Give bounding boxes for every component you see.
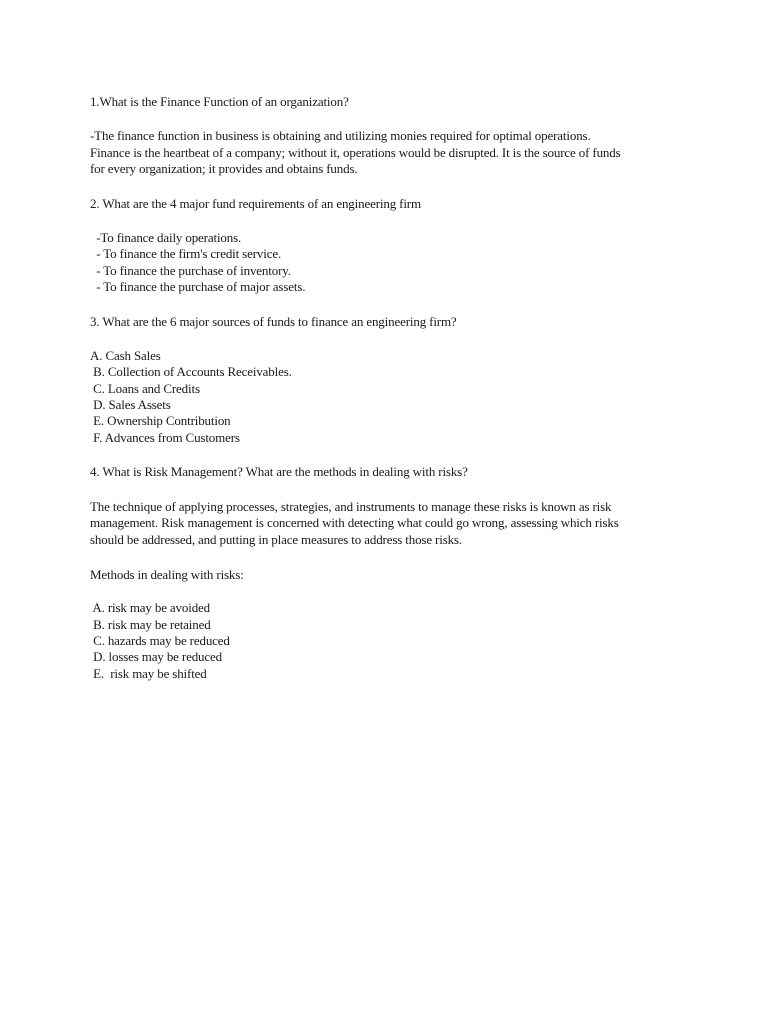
list-item: - To finance the purchase of inventory. — [90, 263, 291, 278]
answer-1-line-2: Finance is the heartbeat of a company; without it, operations would be disrupted. It is the source of funds — [90, 145, 621, 160]
answer-4-line-1: The technique of applying processes, strategies, and instruments to manage these risks is known as risk — [90, 499, 612, 514]
list-item: -To finance daily operations. — [90, 230, 242, 245]
question-3: 3. What are the 6 major sources of funds to finance an engineering firm? — [90, 314, 457, 329]
list-item: E. risk may be shifted — [90, 666, 207, 681]
question-1: 1.What is the Finance Function of an organization? — [90, 94, 349, 109]
list-item: B. risk may be retained — [90, 617, 211, 632]
answer-4-line-2: management. Risk management is concerned with detecting what could go wrong, assessing which risks — [90, 515, 619, 530]
answer-1-line-1: -The finance function in business is obtaining and utilizing monies required for optimal operations. — [90, 128, 591, 143]
question-4: 4. What is Risk Management? What are the methods in dealing with risks? — [90, 464, 468, 479]
list-item: E. Ownership Contribution — [90, 413, 231, 428]
list-item: C. hazards may be reduced — [90, 633, 230, 648]
list-item: D. Sales Assets — [90, 397, 171, 412]
answer-4-line-3: should be addressed, and putting in place measures to address those risks. — [90, 532, 462, 547]
answer-1-line-3: for every organization; it provides and obtains funds. — [90, 161, 358, 176]
list-item: A. risk may be avoided — [90, 600, 211, 615]
list-item: F. Advances from Customers — [90, 430, 240, 445]
list-item: - To finance the purchase of major assets. — [90, 279, 306, 294]
list-item: C. Loans and Credits — [90, 381, 200, 396]
methods-heading: Methods in dealing with risks: — [90, 567, 244, 582]
question-2: 2. What are the 4 major fund requirements of an engineering firm — [90, 196, 421, 211]
list-item: - To finance the firm's credit service. — [90, 246, 282, 261]
list-item: B. Collection of Accounts Receivables. — [90, 364, 292, 379]
list-item: A. Cash Sales — [90, 348, 161, 363]
list-item: D. losses may be reduced — [90, 649, 222, 664]
